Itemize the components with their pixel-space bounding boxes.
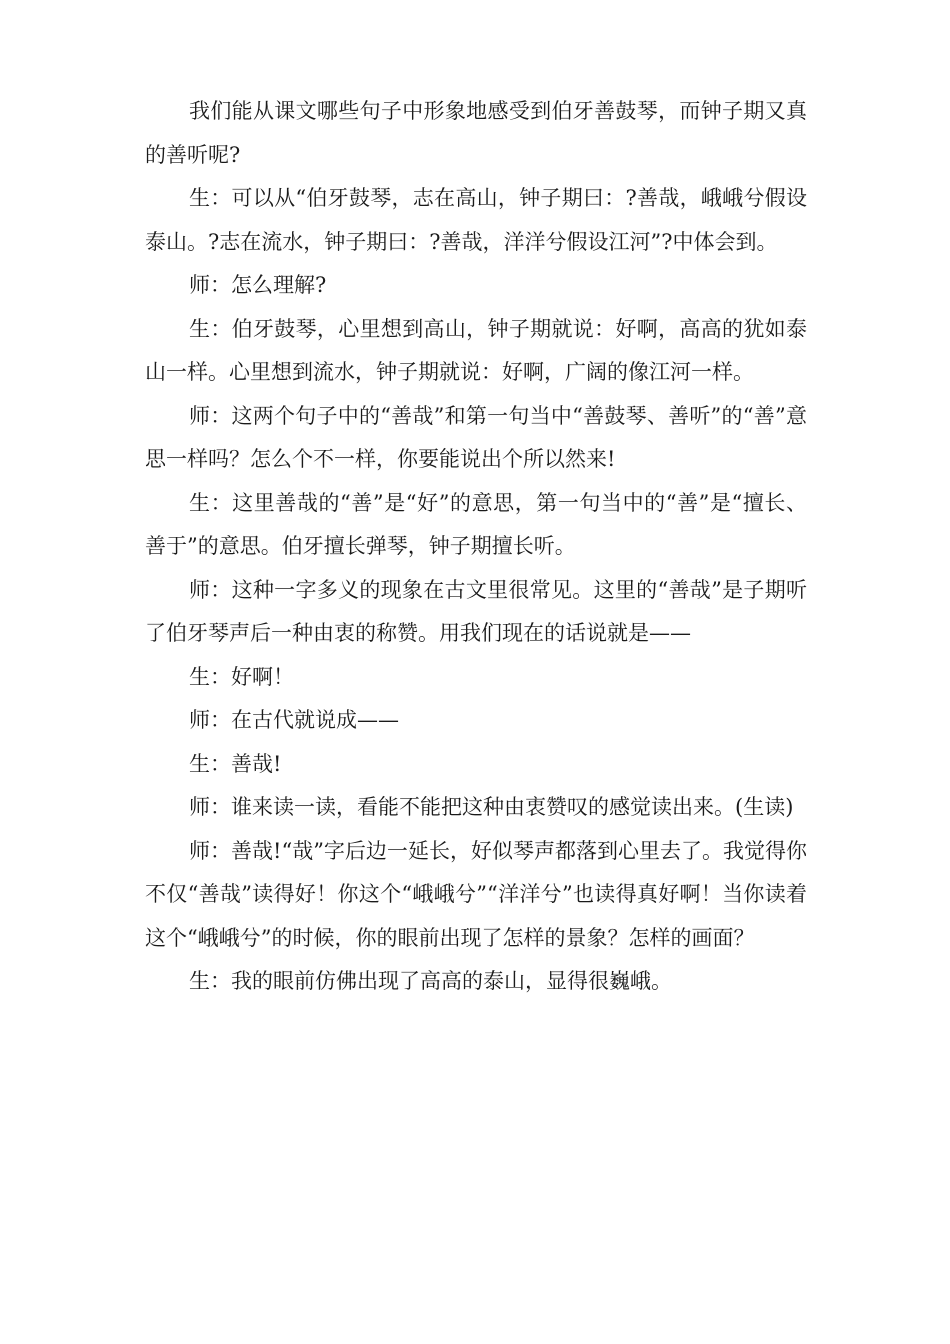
paragraph-student-1: 生：可以从“伯牙鼓琴，志在高山，钟子期曰：?善哉，峨峨兮假设泰山。?志在流水，钟子期曰：?善哉，洋洋兮假设江河”?中体会到。 xyxy=(145,186,807,254)
paragraph-teacher-2: 师：这两个句子中的“善哉”和第一句当中“善鼓琴、善听”的“善”意思一样吗？怎么个不一样，你要能说出个所以然来! xyxy=(145,403,807,471)
paragraph-teacher-5: 师：谁来读一读，看能不能把这种由衷赞叹的感觉读出来。(生读) xyxy=(189,795,794,819)
paragraph-teacher-1: 师：怎么理解? xyxy=(189,273,327,297)
paragraph-student-2: 生：伯牙鼓琴，心里想到高山，钟子期就说：好啊，高高的犹如泰山一样。心里想到流水，钟子期就说：好啊，广阔的像江河一样。 xyxy=(145,316,807,384)
paragraph-question: 我们能从课文哪些句子中形象地感受到伯牙善鼓琴，而钟子期又真的善听呢? xyxy=(145,99,807,167)
paragraph-student-3: 生：这里善哉的“善”是“好”的意思，第一句当中的“善”是“擅长、善于”的意思。伯牙擅长弹琴，钟子期擅长听。 xyxy=(145,490,807,558)
paragraph-teacher-4: 师：在古代就说成—— xyxy=(189,708,399,732)
paragraph-teacher-6: 师：善哉!“哉”字后边一延长，好似琴声都落到心里去了。我觉得你不仅“善哉”读得好！你这个“峨峨兮”“洋洋兮”也读得真好啊！当你读着这个“峨峨兮”的时候，你的眼前出现了怎样的景象？怎样的画面？ xyxy=(145,838,807,950)
paragraph-student-4: 生：好啊！ xyxy=(189,664,294,689)
document-body xyxy=(145,90,807,1004)
paragraph-teacher-3: 师：这种一字多义的现象在古文里很常见。这里的“善哉”是子期听了伯牙琴声后一种由衷的称赞。用我们现在的话说就是—— xyxy=(145,577,807,645)
paragraph-student-6: 生：我的眼前仿佛出现了高高的泰山，显得很巍峨。 xyxy=(189,969,672,993)
paragraph-student-5: 生：善哉! xyxy=(189,751,282,776)
